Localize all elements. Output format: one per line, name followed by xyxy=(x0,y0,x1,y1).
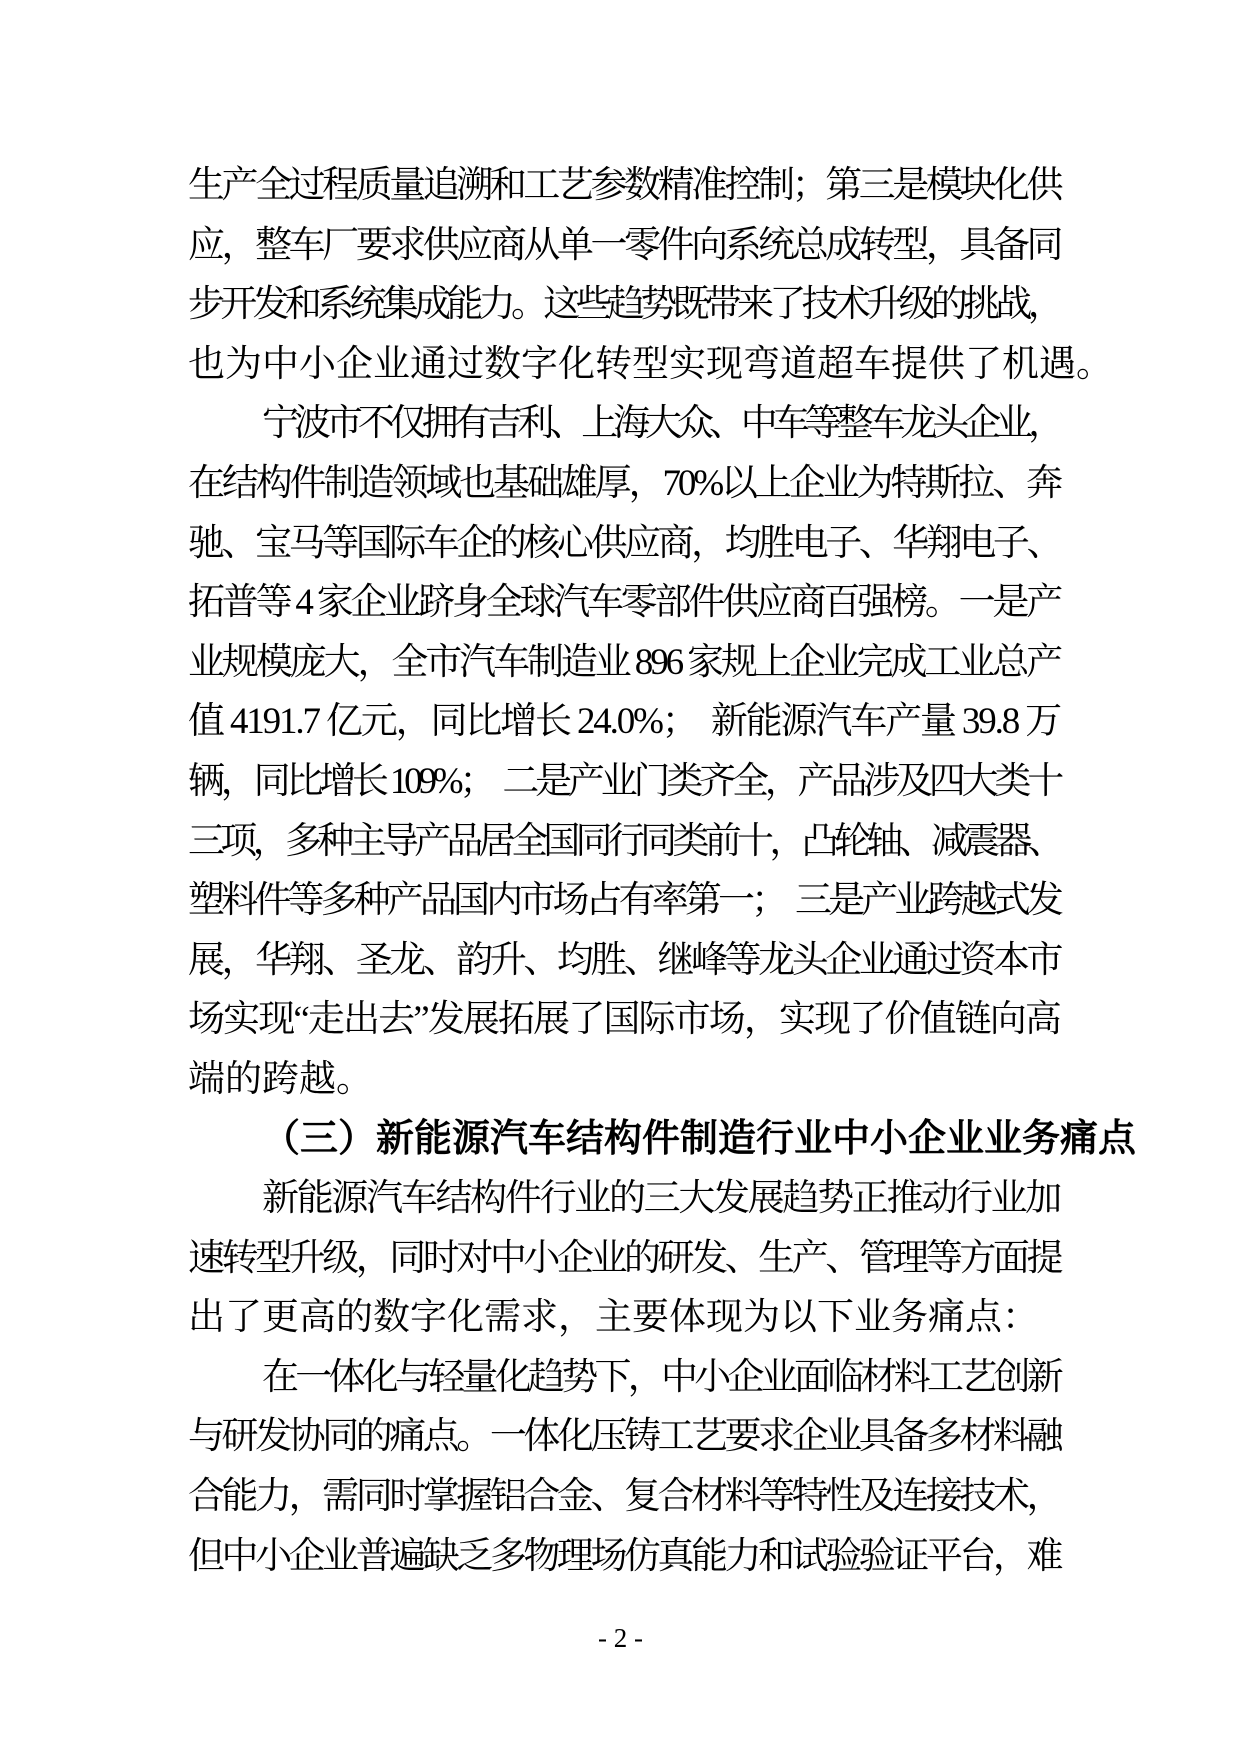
text-line: 但中小企业普遍缺乏多物理场仿真能力和试验验证平台，难 xyxy=(188,1535,1060,1577)
section-heading: （三）新能源汽车结构件制造行业中小企业业务痛点 xyxy=(262,1117,1137,1160)
text-line: 合能力，需同时掌握铝合金、复合材料等特性及连接技术， xyxy=(188,1476,1060,1518)
text-line: 步开发和系统集成能力。这些趋势既带来了技术升级的挑战， xyxy=(188,284,1060,326)
text-line: 新能源汽车结构件行业的三大发展趋势正推动行业加 xyxy=(262,1178,1060,1220)
text-line: 在结构件制造领域也基础雄厚，70%以上企业为特斯拉、奔 xyxy=(188,462,1060,504)
text-line: 出了更高的数字化需求，主要体现为以下业务痛点： xyxy=(188,1297,1039,1339)
text-line: 驰、宝马等国际车企的核心供应商，均胜电子、华翔电子、 xyxy=(188,522,1060,564)
text-line: 塑料件等多种产品国内市场占有率第一； 三是产业跨越式发 xyxy=(188,880,1060,922)
text-line: 生产全过程质量追溯和工艺参数精准控制；第三是模块化供 xyxy=(188,165,1060,206)
text-line: 速转型升级，同时对中小企业的研发、生产、管理等方面提 xyxy=(188,1237,1060,1279)
text-line: 与研发协同的痛点。一体化压铸工艺要求企业具备多材料融 xyxy=(188,1416,1060,1458)
text-line: 应，整车厂要求供应商从单一零件向系统总成转型，具备同 xyxy=(188,224,1060,266)
text-line: 端的跨越。 xyxy=(188,1058,373,1100)
text-line: 在一体化与轻量化趋势下，中小企业面临材料工艺创新 xyxy=(262,1356,1060,1398)
text-line: 宁波市不仅拥有吉利、上海大众、中车等整车龙头企业， xyxy=(262,403,1060,445)
text-line: 场实现“走出去”发展拓展了国际市场，实现了价值链向高 xyxy=(188,999,1060,1041)
text-line: 值 4191.7 亿元，同比增长 24.0%； 新能源汽车产量 39.8 万 xyxy=(188,701,1060,743)
text-line: 业规模庞大，全市汽车制造业 896 家规上企业完成工业总产 xyxy=(188,641,1060,683)
text-line: 拓普等 4 家企业跻身全球汽车零部件供应商百强榜。一是产 xyxy=(188,582,1060,624)
text-line: 三项，多种主导产品居全国同行同类前十，凸轮轴、减震器、 xyxy=(188,820,1060,862)
text-line: 辆，同比增长 109%； 二是产业门类齐全，产品涉及四大类十 xyxy=(188,760,1060,802)
page-number: - 2 - xyxy=(598,1623,643,1653)
text-line: 也为中小企业通过数字化转型实现弯道超车提供了机遇。 xyxy=(188,343,1113,385)
body-text xyxy=(188,156,1137,1586)
text-line: 展，华翔、圣龙、韵升、均胜、继峰等龙头企业通过资本市 xyxy=(188,939,1060,981)
